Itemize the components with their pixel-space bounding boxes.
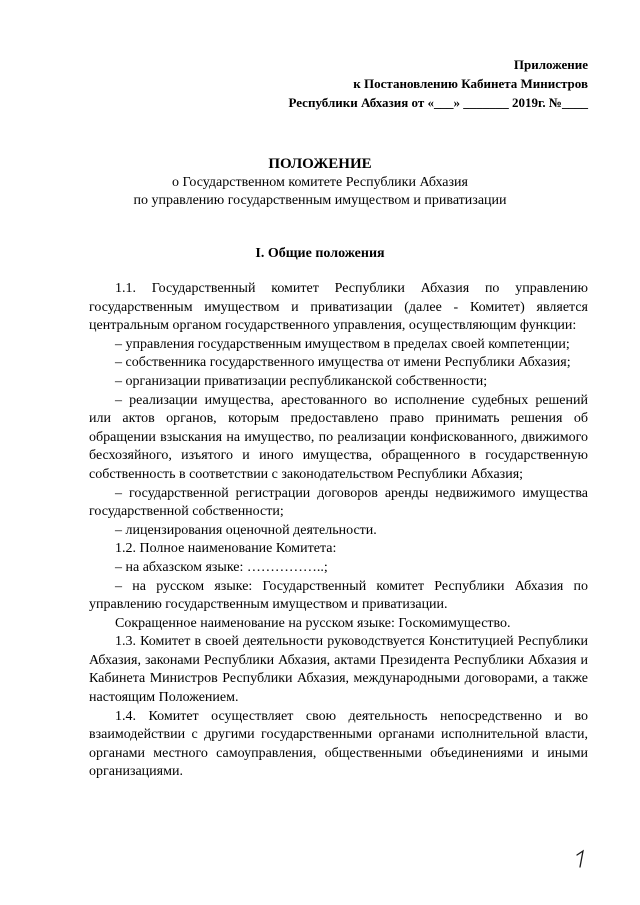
appendix-header (288, 55, 588, 112)
paragraph-1-3: 1.3. Комитет в своей деятельности руководствуется Конституцией Республики Абхазия, законами Республики Абхазия, актами Президента Республики Абхазия и Кабинета Министров Республики Абхазия, международными договорами, а также настоящим Положением. (89, 634, 588, 706)
name-russian: – на русском языке: Государственный комитет Республики Абхазия по управлению государственным имуществом и приватизации. (89, 578, 588, 613)
function-item: – государственной регистрации договоров аренды недвижимого имущества государственной собственности; (89, 485, 588, 520)
appendix-resolution-ref: к Постановлению Кабинета Министров (353, 76, 588, 91)
paragraph-1-2: 1.2. Полное наименование Комитета: (115, 541, 337, 557)
function-item: – лицензирования оценочной деятельности. (115, 522, 377, 538)
handwritten-page-mark (574, 849, 588, 869)
function-item: – собственника государственного имущества от имени Республики Абхазия; (115, 355, 571, 371)
paragraph-1-1: 1.1. Государственный комитет Республики Абхазия по управлению государственным имуществом и приватизации (далее - Комитет) является центральным органом государственного управления, осуществляющим функции: (89, 281, 588, 334)
appendix-date-number: Республики Абхазия от «___» _______ 2019г. №____ (288, 95, 588, 110)
document-subtitle-line2: по управлению государственным имуществом и приватизации (133, 193, 507, 208)
document-title-block (0, 154, 640, 210)
appendix-label: Приложение (513, 57, 588, 72)
function-item: – организации приватизации республиканской собственности; (115, 373, 488, 389)
function-item: – управления государственным имуществом в пределах своей компетенции; (115, 336, 570, 352)
paragraph-1-4: 1.4. Комитет осуществляет свою деятельность непосредственно и во взаимодействии с другими государственными органами исполнительной власти, органами местного самоуправления, общественными объединениями и иными организациями. (89, 708, 588, 780)
section-heading: I. Общие положения (255, 246, 385, 261)
name-abkhaz: – на абхазском языке: ……………..; (115, 559, 328, 575)
function-item: – реализации имущества, арестованного во исполнение судебных решений или актов органов, которым предоставлено право принимать решения об обращении взыскания на имущество, по реализации конфискованного, движимого бесхозяйного, изъятого и иного имущества, обращенного в государственную собственность в соответствии с законодательством Республики Абхазия; (89, 392, 588, 482)
document-title: ПОЛОЖЕНИЕ (268, 156, 372, 172)
document-subtitle-line1: о Государственном комитете Республики Абхазия (172, 175, 468, 190)
short-name: Сокращенное наименование на русском языке: Госкомимущество. (115, 615, 511, 631)
document-body (89, 280, 588, 782)
